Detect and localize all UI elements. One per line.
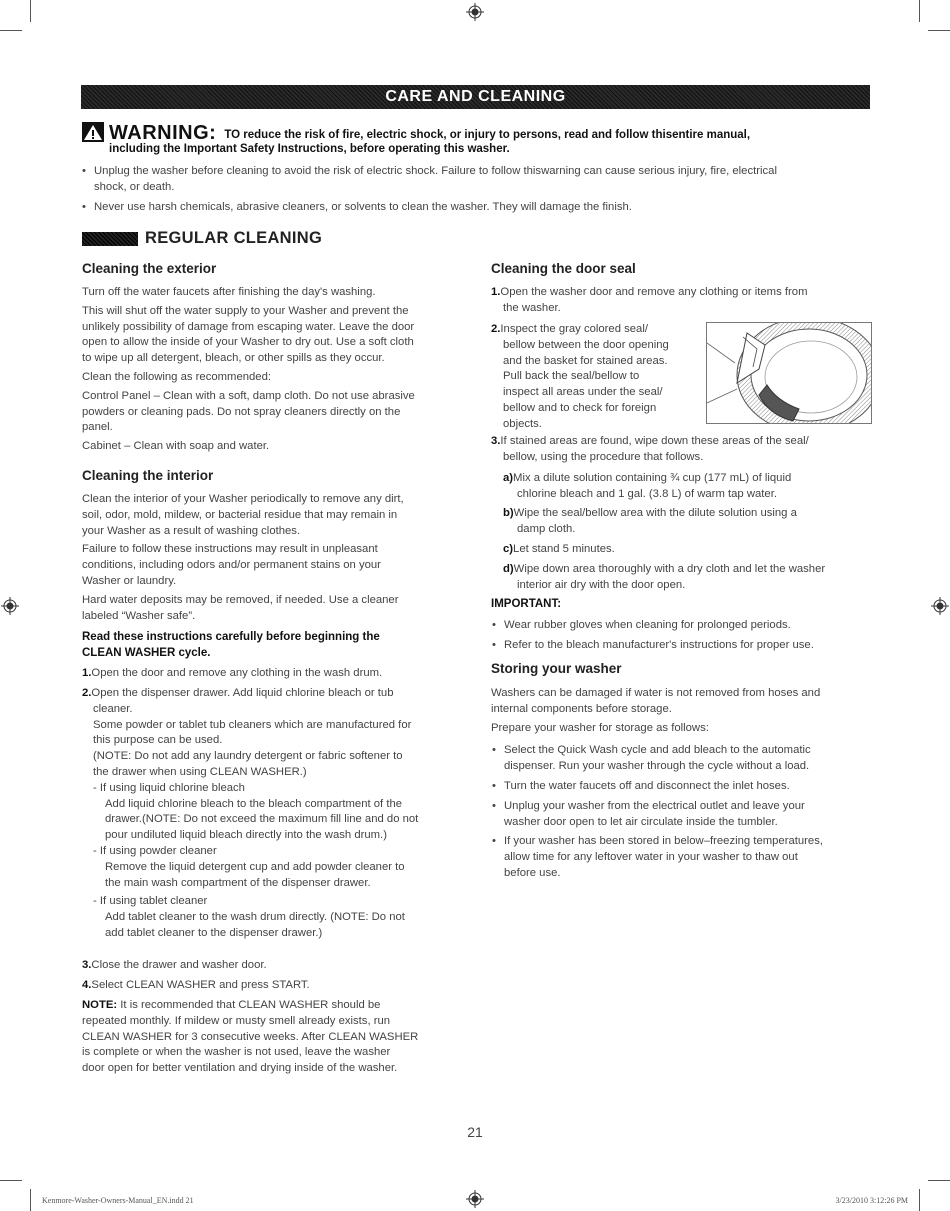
section-title: REGULAR CLEANING <box>145 229 323 247</box>
storing-bullet: • If your washer has been stored in below–freezing temperatures, allow time for any leftover water in your washer to thaw out before use. <box>491 833 884 881</box>
crop-mark <box>30 0 31 22</box>
warning-triangle-icon <box>82 122 104 142</box>
registration-mark-icon <box>931 597 949 615</box>
read-instructions-heading: Read these instructions carefully before beginning the CLEAN WASHER cycle. <box>82 631 380 659</box>
warning-bullet: • Never use harsh chemicals, abrasive cleaners, or solvents to clean the washer. They will damage the finish. <box>81 199 884 215</box>
warning-text <box>109 122 869 145</box>
important-bullet: • Refer to the bleach manufacturer's instructions for proper use. <box>491 637 884 653</box>
seal-step-2: 2.Inspect the gray colored seal/ bellow between the door opening and the basket for stained areas. Pull back the seal/bellow to inspect all areas under the seal/ bellow and to check for foreign objects. <box>491 323 669 430</box>
crop-mark <box>928 1180 950 1181</box>
seal-step-3: 3.If stained areas are found, wipe down these areas of the seal/ bellow, using the procedure that follows. <box>491 435 809 463</box>
warning-label: WARNING: <box>109 122 217 144</box>
seal-substep-c: c)Let stand 5 minutes. <box>503 543 615 555</box>
crop-mark <box>0 30 22 31</box>
storing-bullet: • Turn the water faucets off and disconnect the inlet hoses. <box>491 778 884 794</box>
print-slug-filename: Kenmore-Washer-Owners-Manual_EN.indd 21 <box>42 1196 194 1205</box>
clean-step-2: 2.Open the dispenser drawer. Add liquid chlorine bleach or tub cleaner. Some powder or tablet tub cleaners which are manufactured for this purpose can be used. (NOTE: Do not add any laundry detergent or fabric softener to the drawer when using CLEAN WASHER.) - If using liquid chlorine bleach Add liquid chlorine bleach to the bleach compartment of the drawer.(NOTE: Do not exceed the maximum fill line and do not pour undiluted liquid bleach directly into the wash drum.) - If using powder cleaner Remove the liquid detergent cup and add powder cleaner to the main wash compartment of the dispenser drawer. - If using tablet cleaner Add tablet cleaner to the wash drum directly. (NOTE: Do not add tablet cleaner to the dispenser drawer.) <box>82 687 419 939</box>
interior-paragraph: Clean the interior of your Washer periodically to remove any dirt, soil, odor, mold, mildew, or bacterial residue that may remain in your Washer as a result of washing clothes. Failure to follow these instructions may result in unpleasant conditions, including odors and/or permanent stains on your Washer or laundry. Hard water deposits may be removed, if needed. Use a cleaner labeled “Washer safe”. <box>82 493 404 622</box>
clean-step-1: 1.Open the door and remove any clothing in the wash drum. <box>82 667 383 679</box>
page-number: 21 <box>467 1124 483 1140</box>
storing-paragraph: Washers can be damaged if water is not removed from hoses and internal components before storage. Prepare your washer for storage as follows: <box>491 687 821 734</box>
interior-heading: Cleaning the interior <box>82 468 214 483</box>
registration-mark-icon <box>1 597 19 615</box>
storing-bullet: • Unplug your washer from the electrical outlet and leave your washer door open to let air circulate inside the tumbler. <box>491 798 884 830</box>
exterior-heading: Cleaning the exterior <box>82 261 217 276</box>
warning-line: TO reduce the risk of fire, electric shock, or injury to persons, read and follow thisentire manual, <box>224 129 751 141</box>
registration-mark-icon <box>466 3 484 21</box>
crop-mark <box>0 1180 22 1181</box>
door-seal-illustration <box>706 322 872 424</box>
seal-substep-d: d)Wipe down area thoroughly with a dry cloth and let the washer interior air dry with the door open. <box>503 563 826 591</box>
crop-mark <box>919 0 920 22</box>
door-seal-heading: Cleaning the door seal <box>491 261 636 276</box>
crop-mark <box>919 1189 920 1211</box>
important-label: IMPORTANT: <box>491 598 562 610</box>
exterior-paragraph: Turn off the water faucets after finishing the day's washing. This will shut off the water supply to your Washer and prevent the unlikely possibility of damage from escaping water. Leave the door open to allow the inside of your Washer to dry out. Use a soft cloth to wipe up all detergent, bleach, or other spills as they occur. Clean the following as recommended: Control Panel – Clean with a soft, damp cloth. Do not use abrasive powders or cleaning pads. Do not spray cleaners directly on the panel. Cabinet – Clean with soap and water. <box>82 286 415 453</box>
seal-step-1: 1.Open the washer door and remove any clothing or items from the washer. <box>491 286 808 314</box>
clean-step-3: 3.Close the drawer and washer door. <box>82 959 267 971</box>
seal-substep-a: a)Mix a dilute solution containing ¾ cup (177 mL) of liquid chlorine bleach and 1 gal. (3.8 L) of warm tap water. <box>503 472 792 500</box>
important-bullet: • Wear rubber gloves when cleaning for prolonged periods. <box>491 617 884 633</box>
storing-bullet: • Select the Quick Wash cycle and add bleach to the automatic dispenser. Run your washer through the cycle without a load. <box>491 742 884 774</box>
page-banner: CARE AND CLEANING <box>81 85 870 109</box>
warning-bullet: • Unplug the washer before cleaning to avoid the risk of electric shock. Failure to follow thiswarning can cause serious injury, fire, electrical shock, or death. <box>81 163 884 195</box>
crop-mark <box>928 30 950 31</box>
storing-heading: Storing your washer <box>491 661 622 676</box>
crop-mark <box>30 1189 31 1211</box>
seal-substep-b: b)Wipe the seal/bellow area with the dilute solution using a damp cloth. <box>503 507 797 535</box>
print-slug-timestamp: 3/23/2010 3:12:26 PM <box>835 1196 908 1205</box>
registration-mark-icon <box>466 1190 484 1208</box>
warning-line: including the Important Safety Instructions, before operating this washer. <box>109 143 510 155</box>
clean-step-4: 4.Select CLEAN WASHER and press START. <box>82 979 310 991</box>
note-paragraph: NOTE: It is recommended that CLEAN WASHER should be repeated monthly. If mildew or musty smell already exists, run CLEAN WASHER for 3 consecutive weeks. After CLEAN WASHER is complete or when the washer is not used, leave the washer door open for better ventilation and drying inside of the washer. <box>82 999 419 1075</box>
section-bar <box>82 232 138 246</box>
